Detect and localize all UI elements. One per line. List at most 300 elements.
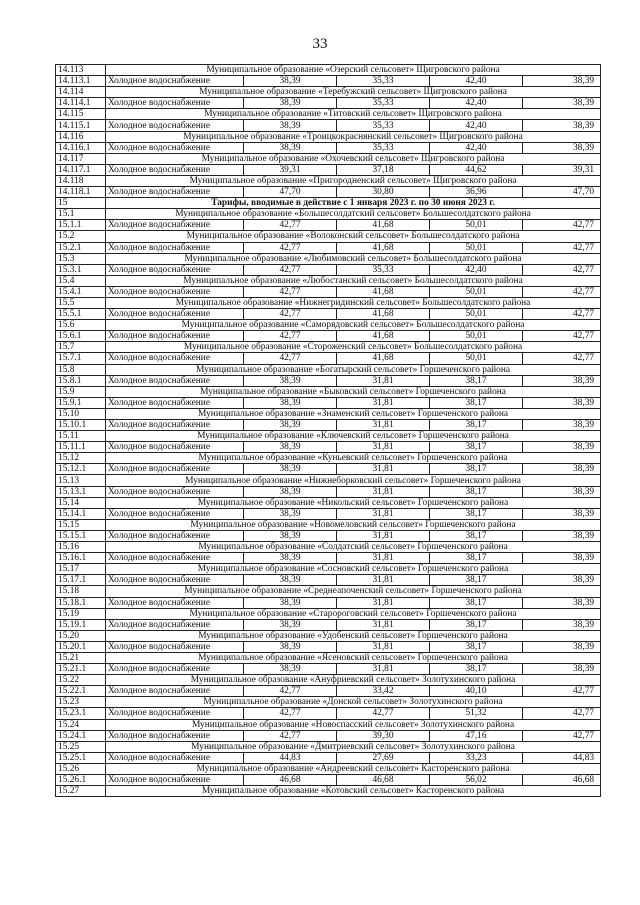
tariff-value-3: 38,17	[430, 442, 523, 453]
tariff-value-row	[56, 686, 601, 697]
tariff-value-3: 51,32	[430, 708, 523, 719]
row-code: 15.2	[56, 231, 106, 242]
row-code: 15.18.1	[56, 597, 106, 608]
row-code: 15.19	[56, 608, 106, 619]
municipality-name: Муниципальное образование «Большесолдатский сельсовет» Большесолдатского района	[106, 209, 601, 220]
tariff-value-4: 42,77	[523, 730, 601, 741]
tariff-value-row	[56, 420, 601, 431]
row-code: 15.11	[56, 431, 106, 442]
tariff-value-row	[56, 264, 601, 275]
tariff-value-3: 47,16	[430, 730, 523, 741]
row-code: 15.26.1	[56, 775, 106, 786]
tariff-value-3: 42,40	[430, 98, 523, 109]
municipality-row	[56, 519, 601, 530]
row-code: 15.6	[56, 320, 106, 331]
tariff-value-3: 38,17	[430, 486, 523, 497]
service-name: Холодное водоснабжение	[106, 98, 244, 109]
tariff-value-1: 46,68	[244, 775, 337, 786]
tariff-value-3: 42,40	[430, 76, 523, 87]
tariff-value-4: 38,39	[523, 530, 601, 541]
row-code: 15.11.1	[56, 442, 106, 453]
tariff-value-row	[56, 553, 601, 564]
row-code: 15.24	[56, 719, 106, 730]
tariff-value-4: 38,39	[523, 442, 601, 453]
tariff-value-row	[56, 664, 601, 675]
tariff-value-2: 31,81	[337, 508, 430, 519]
service-name: Холодное водоснабжение	[106, 775, 244, 786]
tariff-value-4: 38,39	[523, 420, 601, 431]
tariff-value-4: 46,68	[523, 775, 601, 786]
tariff-value-row	[56, 730, 601, 741]
municipality-name: Муниципальное образование «Старороговский сельсовет» Горшеченского района	[106, 608, 601, 619]
service-name: Холодное водоснабжение	[106, 76, 244, 87]
tariff-value-2: 41,68	[337, 309, 430, 320]
tariff-value-2: 31,81	[337, 641, 430, 652]
tariff-value-1: 42,77	[244, 353, 337, 364]
section-title: Тарифы, вводимые в действие с 1 января 2023 г. по 30 июня 2023 г.	[106, 198, 601, 209]
row-code: 15.14.1	[56, 508, 106, 519]
tariff-value-2: 31,81	[337, 486, 430, 497]
tariff-value-4: 38,39	[523, 120, 601, 131]
municipality-row	[56, 786, 601, 797]
municipality-name: Муниципальное образование «Богатырский сельсовет» Горшеченского района	[106, 364, 601, 375]
row-code: 15.5	[56, 297, 106, 308]
tariff-value-2: 41,68	[337, 331, 430, 342]
tariff-value-1: 42,77	[244, 220, 337, 231]
municipality-name: Муниципальное образование «Любимовский сельсовет» Большесолдатского района	[106, 253, 601, 264]
tariff-value-2: 35,33	[337, 142, 430, 153]
tariff-value-1: 42,77	[244, 686, 337, 697]
tariff-value-3: 42,40	[430, 142, 523, 153]
tariff-value-4: 42,77	[523, 353, 601, 364]
tariff-value-3: 50,01	[430, 309, 523, 320]
row-code: 15.8	[56, 364, 106, 375]
tariff-value-4: 42,77	[523, 708, 601, 719]
tariff-value-row	[56, 142, 601, 153]
service-name: Холодное водоснабжение	[106, 309, 244, 320]
municipality-row	[56, 253, 601, 264]
municipality-name: Муниципальное образование «Куньевский сельсовет» Горшеченского района	[106, 453, 601, 464]
tariff-value-3: 38,17	[430, 641, 523, 652]
row-code: 15.26	[56, 763, 106, 774]
tariff-value-4: 38,39	[523, 619, 601, 630]
row-code: 14.113	[56, 65, 106, 76]
service-name: Холодное водоснабжение	[106, 486, 244, 497]
tariff-value-3: 42,40	[430, 120, 523, 131]
tariff-value-2: 30,80	[337, 187, 430, 198]
tariff-value-1: 38,39	[244, 575, 337, 586]
tariff-value-2: 35,33	[337, 76, 430, 87]
tariff-value-2: 31,81	[337, 464, 430, 475]
tariff-value-4: 38,39	[523, 142, 601, 153]
municipality-row	[56, 209, 601, 220]
tariff-value-4: 47,70	[523, 187, 601, 198]
tariff-value-3: 36,96	[430, 187, 523, 198]
service-name: Холодное водоснабжение	[106, 220, 244, 231]
tariff-value-2: 35,33	[337, 98, 430, 109]
row-code: 14.115	[56, 109, 106, 120]
municipality-row	[56, 131, 601, 142]
tariff-table-body	[56, 65, 601, 797]
service-name: Холодное водоснабжение	[106, 752, 244, 763]
municipality-row	[56, 630, 601, 641]
row-code: 15.22.1	[56, 686, 106, 697]
row-code: 15.6.1	[56, 331, 106, 342]
tariff-value-2: 41,68	[337, 242, 430, 253]
service-name: Холодное водоснабжение	[106, 553, 244, 564]
service-name: Холодное водоснабжение	[106, 664, 244, 675]
tariff-value-3: 38,17	[430, 420, 523, 431]
row-code: 15.1.1	[56, 220, 106, 231]
tariff-value-row	[56, 641, 601, 652]
tariff-value-row	[56, 575, 601, 586]
tariff-value-4: 39,31	[523, 164, 601, 175]
municipality-name: Муниципальное образование «Стороженский сельсовет» Большесолдатского района	[106, 342, 601, 353]
service-name: Холодное водоснабжение	[106, 242, 244, 253]
tariff-value-row	[56, 775, 601, 786]
tariff-value-1: 39,31	[244, 164, 337, 175]
row-code: 15.16	[56, 542, 106, 553]
tariff-value-4: 42,77	[523, 686, 601, 697]
municipality-row	[56, 475, 601, 486]
tariff-value-2: 46,68	[337, 775, 430, 786]
tariff-value-1: 38,39	[244, 641, 337, 652]
tariff-value-2: 41,68	[337, 220, 430, 231]
tariff-value-1: 44,83	[244, 752, 337, 763]
municipality-row	[56, 697, 601, 708]
municipality-row	[56, 675, 601, 686]
tariff-value-1: 42,77	[244, 242, 337, 253]
tariff-value-1: 38,39	[244, 664, 337, 675]
tariff-value-1: 42,77	[244, 286, 337, 297]
tariff-value-row	[56, 442, 601, 453]
municipality-row	[56, 297, 601, 308]
tariff-value-1: 38,39	[244, 597, 337, 608]
row-code: 15.7.1	[56, 353, 106, 364]
municipality-name: Муниципальное образование «Среднеапоченский сельсовет» Горшеченского района	[106, 586, 601, 597]
row-code: 15.10	[56, 408, 106, 419]
municipality-name: Муниципальное образование «Троицкокраснянский сельсовет» Щигровского района	[106, 131, 601, 142]
municipality-name: Муниципальное образование «Быковский сельсовет» Горшеченского района	[106, 386, 601, 397]
municipality-row	[56, 586, 601, 597]
tariff-value-2: 31,81	[337, 397, 430, 408]
tariff-value-3: 38,17	[430, 664, 523, 675]
tariff-value-row	[56, 98, 601, 109]
tariff-value-row	[56, 752, 601, 763]
tariff-value-4: 38,39	[523, 553, 601, 564]
municipality-name: Муниципальное образование «Котовский сельсовет» Касторенского района	[106, 786, 601, 797]
municipality-name: Муниципальное образование «Любостанский сельсовет» Большесолдатского района	[106, 275, 601, 286]
tariff-value-3: 50,01	[430, 331, 523, 342]
row-code: 14.114.1	[56, 98, 106, 109]
tariff-value-3: 40,10	[430, 686, 523, 697]
tariff-value-2: 39,30	[337, 730, 430, 741]
tariff-value-4: 38,39	[523, 575, 601, 586]
row-code: 15	[56, 198, 106, 209]
tariff-value-4: 38,39	[523, 375, 601, 386]
row-code: 15.15.1	[56, 530, 106, 541]
row-code: 15.3.1	[56, 264, 106, 275]
row-code: 15.21.1	[56, 664, 106, 675]
tariff-value-2: 42,77	[337, 708, 430, 719]
service-name: Холодное водоснабжение	[106, 730, 244, 741]
municipality-name: Муниципальное образование «Титовский сельсовет» Щигровского района	[106, 109, 601, 120]
tariff-value-4: 38,39	[523, 76, 601, 87]
tariff-value-4: 38,39	[523, 397, 601, 408]
tariff-value-2: 37,18	[337, 164, 430, 175]
municipality-row	[56, 175, 601, 186]
tariff-value-1: 38,39	[244, 420, 337, 431]
tariff-value-2: 33,42	[337, 686, 430, 697]
tariff-value-2: 31,81	[337, 442, 430, 453]
service-name: Холодное водоснабжение	[106, 575, 244, 586]
municipality-row	[56, 608, 601, 619]
tariff-value-3: 38,17	[430, 575, 523, 586]
tariff-value-row	[56, 286, 601, 297]
tariff-value-row	[56, 397, 601, 408]
tariff-value-row	[56, 76, 601, 87]
tariff-value-1: 38,39	[244, 76, 337, 87]
municipality-row	[56, 719, 601, 730]
municipality-row	[56, 275, 601, 286]
row-code: 15.9	[56, 386, 106, 397]
service-name: Холодное водоснабжение	[106, 331, 244, 342]
row-code: 15.25.1	[56, 752, 106, 763]
municipality-row	[56, 453, 601, 464]
row-code: 15.14	[56, 497, 106, 508]
row-code: 15.4	[56, 275, 106, 286]
tariff-value-1: 38,39	[244, 508, 337, 519]
municipality-row	[56, 320, 601, 331]
tariff-value-4: 42,77	[523, 220, 601, 231]
tariff-value-1: 47,70	[244, 187, 337, 198]
service-name: Холодное водоснабжение	[106, 164, 244, 175]
municipality-row	[56, 109, 601, 120]
tariff-value-4: 38,39	[523, 486, 601, 497]
tariff-table	[55, 64, 601, 797]
tariff-value-row	[56, 486, 601, 497]
tariff-value-1: 38,39	[244, 486, 337, 497]
service-name: Холодное водоснабжение	[106, 442, 244, 453]
tariff-value-3: 38,17	[430, 597, 523, 608]
row-code: 15.21	[56, 652, 106, 663]
tariff-value-4: 38,39	[523, 664, 601, 675]
service-name: Холодное водоснабжение	[106, 464, 244, 475]
tariff-value-4: 38,39	[523, 641, 601, 652]
tariff-value-2: 31,81	[337, 597, 430, 608]
municipality-name: Муниципальное образование «Знаменский сельсовет» Горшеченского района	[106, 408, 601, 419]
municipality-row	[56, 364, 601, 375]
tariff-value-3: 50,01	[430, 220, 523, 231]
page-number: 33	[312, 36, 328, 52]
tariff-value-2: 35,33	[337, 120, 430, 131]
tariff-value-3: 44,62	[430, 164, 523, 175]
tariff-value-2: 41,68	[337, 353, 430, 364]
tariff-value-1: 38,39	[244, 619, 337, 630]
municipality-name: Муниципальное образование «Новоспасский сельсовет» Золотухинского района	[106, 719, 601, 730]
tariff-value-3: 38,17	[430, 530, 523, 541]
row-code: 15.13	[56, 475, 106, 486]
row-code: 15.7	[56, 342, 106, 353]
service-name: Холодное водоснабжение	[106, 708, 244, 719]
tariff-value-2: 31,81	[337, 420, 430, 431]
service-name: Холодное водоснабжение	[106, 508, 244, 519]
tariff-value-3: 33,23	[430, 752, 523, 763]
municipality-name: Муниципальное образование «Саморядовский сельсовет» Большесолдатского района	[106, 320, 601, 331]
service-name: Холодное водоснабжение	[106, 597, 244, 608]
municipality-row	[56, 652, 601, 663]
row-code: 15.4.1	[56, 286, 106, 297]
tariff-value-1: 38,39	[244, 98, 337, 109]
row-code: 14.113.1	[56, 76, 106, 87]
row-code: 15.20	[56, 630, 106, 641]
municipality-name: Муниципальное образование «Новомеловский сельсовет» Горшеченского района	[106, 519, 601, 530]
municipality-row	[56, 497, 601, 508]
row-code: 14.116	[56, 131, 106, 142]
municipality-row	[56, 386, 601, 397]
row-code: 15.19.1	[56, 619, 106, 630]
tariff-value-1: 38,39	[244, 397, 337, 408]
row-code: 15.22	[56, 675, 106, 686]
tariff-value-2: 27,69	[337, 752, 430, 763]
row-code: 15.24.1	[56, 730, 106, 741]
row-code: 15.25	[56, 741, 106, 752]
row-code: 14.118.1	[56, 187, 106, 198]
tariff-value-4: 38,39	[523, 597, 601, 608]
row-code: 14.117	[56, 153, 106, 164]
service-name: Холодное водоснабжение	[106, 286, 244, 297]
row-code: 14.115.1	[56, 120, 106, 131]
municipality-name: Муниципальное образование «Нижнегридинский сельсовет» Большесолдатского района	[106, 297, 601, 308]
tariff-value-2: 41,68	[337, 286, 430, 297]
municipality-name: Муниципальное образование «Андреевский сельсовет» Касторенского района	[106, 763, 601, 774]
municipality-row	[56, 231, 601, 242]
municipality-row	[56, 342, 601, 353]
row-code: 14.118	[56, 175, 106, 186]
tariff-value-4: 42,77	[523, 286, 601, 297]
row-code: 15.13.1	[56, 486, 106, 497]
tariff-value-row	[56, 597, 601, 608]
row-code: 15.20.1	[56, 641, 106, 652]
tariff-value-3: 50,01	[430, 353, 523, 364]
tariff-value-2: 31,81	[337, 553, 430, 564]
municipality-row	[56, 542, 601, 553]
tariff-value-1: 38,39	[244, 553, 337, 564]
row-code: 15.5.1	[56, 309, 106, 320]
tariff-value-3: 38,17	[430, 508, 523, 519]
tariff-value-4: 38,39	[523, 464, 601, 475]
row-code: 15.15	[56, 519, 106, 530]
row-code: 15.17.1	[56, 575, 106, 586]
service-name: Холодное водоснабжение	[106, 530, 244, 541]
tariff-value-row	[56, 120, 601, 131]
tariff-value-4: 42,77	[523, 264, 601, 275]
municipality-name: Муниципальное образование «Охочевский сельсовет» Щигровского района	[106, 153, 601, 164]
tariff-value-row	[56, 619, 601, 630]
row-code: 15.23	[56, 697, 106, 708]
tariff-value-4: 42,77	[523, 242, 601, 253]
tariff-value-row	[56, 464, 601, 475]
service-name: Холодное водоснабжение	[106, 142, 244, 153]
row-code: 15.8.1	[56, 375, 106, 386]
tariff-value-3: 50,01	[430, 286, 523, 297]
service-name: Холодное водоснабжение	[106, 120, 244, 131]
tariff-value-3: 50,01	[430, 242, 523, 253]
tariff-value-3: 38,17	[430, 397, 523, 408]
municipality-name: Муниципальное образование «Ясеновский сельсовет» Горшеченского района	[106, 652, 601, 663]
municipality-name: Муниципальное образование «Никольский сельсовет» Горшеченского района	[106, 497, 601, 508]
tariff-value-3: 42,40	[430, 264, 523, 275]
service-name: Холодное водоснабжение	[106, 420, 244, 431]
tariff-value-3: 38,17	[430, 464, 523, 475]
municipality-name: Муниципальное образование «Солдатский сельсовет» Горшеченского района	[106, 542, 601, 553]
service-name: Холодное водоснабжение	[106, 686, 244, 697]
tariff-value-2: 31,81	[337, 619, 430, 630]
municipality-name: Муниципальное образование «Удобенский сельсовет» Горшеченского района	[106, 630, 601, 641]
tariff-value-row	[56, 220, 601, 231]
municipality-name: Муниципальное образование «Нижнеборковский сельсовет» Горшеченского района	[106, 475, 601, 486]
tariff-value-2: 31,81	[337, 530, 430, 541]
tariff-value-row	[56, 530, 601, 541]
service-name: Холодное водоснабжение	[106, 187, 244, 198]
service-name: Холодное водоснабжение	[106, 353, 244, 364]
municipality-row	[56, 153, 601, 164]
tariff-value-2: 31,81	[337, 575, 430, 586]
municipality-row	[56, 564, 601, 575]
row-code: 15.23.1	[56, 708, 106, 719]
row-code: 15.10.1	[56, 420, 106, 431]
tariff-value-1: 42,77	[244, 309, 337, 320]
row-code: 15.3	[56, 253, 106, 264]
tariff-value-1: 38,39	[244, 442, 337, 453]
municipality-name: Муниципальное образование «Сосновский сельсовет» Горшеченского района	[106, 564, 601, 575]
row-code: 15.2.1	[56, 242, 106, 253]
section-header-row	[56, 198, 601, 209]
tariff-value-1: 38,39	[244, 120, 337, 131]
tariff-value-row	[56, 331, 601, 342]
tariff-value-3: 56,02	[430, 775, 523, 786]
tariff-value-1: 42,77	[244, 708, 337, 719]
tariff-value-row	[56, 242, 601, 253]
tariff-value-4: 38,39	[523, 98, 601, 109]
tariff-value-1: 38,39	[244, 142, 337, 153]
tariff-value-row	[56, 353, 601, 364]
municipality-row	[56, 87, 601, 98]
municipality-row	[56, 763, 601, 774]
municipality-name: Муниципальное образование «Пригородненский сельсовет» Щигровского района	[106, 175, 601, 186]
tariff-value-row	[56, 309, 601, 320]
row-code: 15.27	[56, 786, 106, 797]
row-code: 15.1	[56, 209, 106, 220]
tariff-value-1: 38,39	[244, 464, 337, 475]
tariff-value-4: 44,83	[523, 752, 601, 763]
row-code: 15.18	[56, 586, 106, 597]
municipality-name: Муниципальное образование «Ключевский сельсовет» Горшеченского района	[106, 431, 601, 442]
tariff-value-2: 35,33	[337, 264, 430, 275]
tariff-value-2: 31,81	[337, 664, 430, 675]
tariff-value-3: 38,17	[430, 553, 523, 564]
row-code: 15.17	[56, 564, 106, 575]
row-code: 15.12	[56, 453, 106, 464]
municipality-name: Муниципальное образование «Озерский сельсовет» Щигровского района	[106, 65, 601, 76]
row-code: 14.117.1	[56, 164, 106, 175]
tariff-value-1: 42,77	[244, 264, 337, 275]
municipality-row	[56, 65, 601, 76]
municipality-row	[56, 741, 601, 752]
tariff-value-2: 31,81	[337, 375, 430, 386]
service-name: Холодное водоснабжение	[106, 619, 244, 630]
service-name: Холодное водоснабжение	[106, 264, 244, 275]
